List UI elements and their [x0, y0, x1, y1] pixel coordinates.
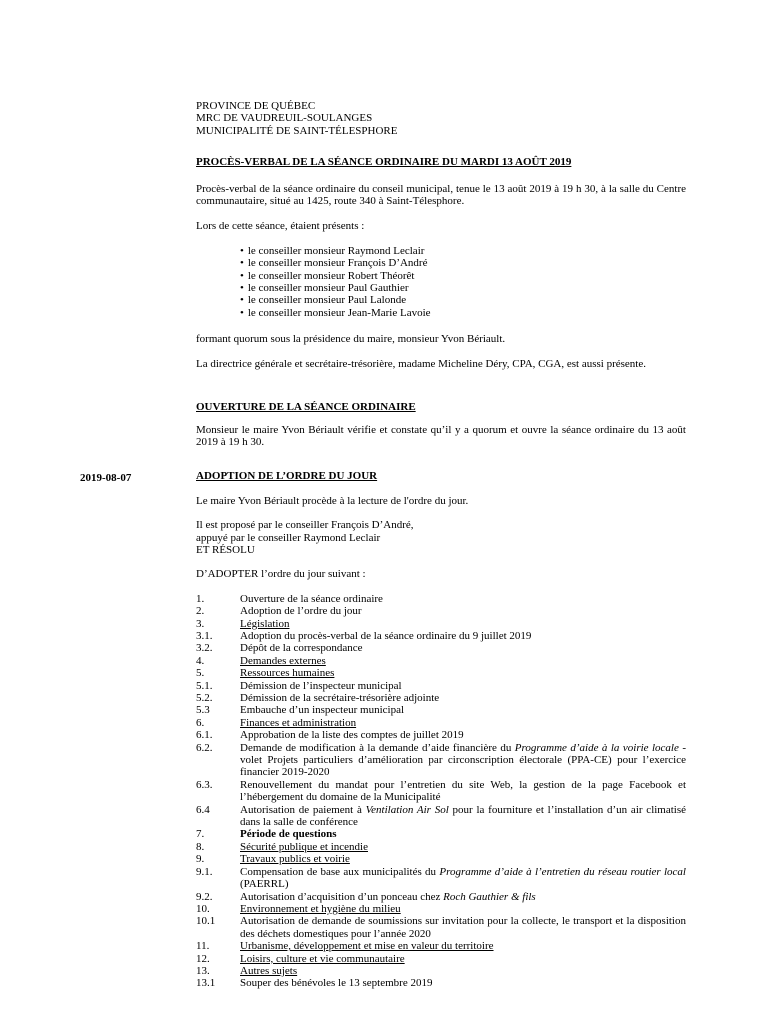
agenda-item-number: 6.3. — [196, 778, 213, 791]
agenda-item — [196, 866, 686, 891]
agenda-item-number: 8. — [196, 840, 205, 853]
agenda-item-number: 4. — [196, 654, 205, 667]
agenda-item — [196, 605, 686, 617]
agenda-item-number: 3. — [196, 617, 205, 630]
adoption-heading: ADOPTION DE L’ORDRE DU JOUR — [196, 470, 378, 483]
attendee-item: • le conseiller monsieur Robert Théorêt — [240, 270, 686, 282]
agenda-item-text-part: - volet Projets particuliers d’amélioration par circonscription électorale (PPA-CE) pour l’exercice financier 2019-2020 — [240, 741, 686, 779]
agenda-item-text: Loisirs, culture et vie communautaire — [240, 952, 405, 965]
agenda-item — [196, 742, 686, 779]
agenda-item-number: 1. — [196, 592, 205, 605]
seconded-by: appuyé par le conseiller Raymond Leclair — [196, 531, 381, 544]
document-body — [196, 100, 686, 990]
agenda-item — [196, 593, 686, 605]
agenda-item-text — [240, 891, 686, 903]
agenda-item-number: 6.2. — [196, 741, 213, 754]
agenda-item-number: 5.3 — [196, 704, 210, 717]
proposed-by: Il est proposé par le conseiller François D’André, — [196, 519, 414, 532]
agenda-item-text: Demandes externes — [240, 654, 326, 667]
opening-heading: OUVERTURE DE LA SÉANCE ORDINAIRE — [196, 401, 416, 414]
agenda-item-number: 12. — [196, 952, 210, 965]
header-mrc: MRC DE VAUDREUIL-SOULANGES — [196, 112, 373, 125]
agenda-item — [196, 655, 686, 667]
agenda-item-text: Ressources humaines — [240, 667, 335, 680]
agenda-item — [196, 965, 686, 977]
quorum-paragraph: formant quorum sous la présidence du maire, monsieur Yvon Bériault. — [196, 333, 506, 346]
attendee-item: • le conseiller monsieur Paul Gauthier — [240, 282, 686, 294]
agenda-item — [196, 903, 686, 915]
agenda-item — [196, 704, 686, 716]
agenda-item — [196, 828, 686, 840]
attendee-list — [240, 245, 686, 319]
agenda-item — [196, 729, 686, 741]
agenda-item-text: Ouverture de la séance ordinaire — [240, 592, 383, 605]
agenda-item-text: Approbation de la liste des comptes de juillet 2019 — [240, 729, 464, 742]
agenda-item-text — [240, 866, 686, 891]
agenda-item — [196, 642, 686, 654]
agenda-item-text: Période de questions — [240, 828, 337, 841]
agenda-item — [196, 940, 686, 952]
agenda-item-program-name: Ventilation Air Sol — [365, 803, 449, 816]
agenda-item-text: Renouvellement du mandat pour l’entretien du site Web, la gestion de la page Facebook et l’hébergement du domaine de la Municipalité — [240, 778, 686, 804]
agenda-item-program-name: Programme d’aide à l’entretien du réseau routier local — [439, 865, 686, 878]
agenda-item-text — [240, 804, 686, 829]
present-intro: Lors de cette séance, étaient présents : — [196, 220, 365, 233]
agenda-item-number: 5. — [196, 667, 205, 680]
agenda-item-text: Souper des bénévoles le 13 septembre 2019 — [240, 977, 433, 990]
header-block — [196, 100, 686, 137]
agenda-item-text: Dépôt de la correspondance — [240, 642, 363, 655]
agenda-item — [196, 804, 686, 829]
agenda-item-program-name: Programme d’aide à la voirie locale — [514, 741, 679, 754]
adoption-text: Le maire Yvon Bériault procède à la lecture de l'ordre du jour. — [196, 494, 469, 507]
agenda-item-number: 6.1. — [196, 729, 213, 742]
agenda-item-number: 9.2. — [196, 890, 213, 903]
agenda-item-text: Adoption de l’ordre du jour — [240, 605, 362, 618]
agenda-item-text-part: Compensation de base aux municipalités du — [240, 865, 440, 878]
agenda-item — [196, 692, 686, 704]
agenda-item-text: Autres sujets — [240, 964, 298, 977]
agenda-item-number: 9.1. — [196, 865, 213, 878]
agenda-item-number: 6. — [196, 716, 205, 729]
agenda-item-text: Démission de l’inspecteur municipal — [240, 679, 402, 692]
agenda-item-number: 11. — [196, 940, 210, 953]
agenda-item — [196, 717, 686, 729]
agenda-item-number: 13. — [196, 964, 210, 977]
agenda-item-number: 7. — [196, 828, 205, 841]
agenda-item-text-part: (PAERRL) — [240, 878, 289, 891]
agenda-item — [196, 953, 686, 965]
agenda-item-text-part: Autorisation de paiement à — [240, 803, 366, 816]
attendee-item: • le conseiller monsieur Raymond Leclair — [240, 245, 686, 257]
director-paragraph: La directrice générale et secrétaire-trésorière, madame Micheline Déry, CPA, CGA, est aussi présente. — [196, 357, 646, 370]
agenda-item-number: 10. — [196, 902, 210, 915]
agenda-item-number: 2. — [196, 605, 205, 618]
intro-paragraph: Procès-verbal de la séance ordinaire du conseil municipal, tenue le 13 août 2019 à 19 h 30, à la salle du Centre communautaire, situé au 1425, route 340 à Saint-Télesphore. — [196, 182, 686, 208]
agenda-item-text-part: Autorisation d’acquisition d’un ponceau chez — [240, 890, 444, 903]
agenda-item-number: 5.2. — [196, 692, 213, 704]
agenda-item-text: Démission de la secrétaire-trésorière adjointe — [240, 692, 440, 704]
agenda-item-number: 6.4 — [196, 803, 210, 816]
agenda-item-number: 13.1 — [196, 977, 216, 990]
agenda-item-text: Législation — [240, 617, 290, 630]
agenda-item-text: Environnement et hygiène du milieu — [240, 902, 401, 915]
resolved: ET RÉSOLU — [196, 543, 255, 556]
attendee-item: • le conseiller monsieur François D’André — [240, 257, 686, 269]
opening-paragraph: Monsieur le maire Yvon Bériault vérifie et constate qu’il y a quorum et ouvre la séance ordinaire du 13 août 2019 à 19 h 30. — [196, 423, 686, 448]
agenda-item-text-part: Demande de modification à la demande d’aide financière du — [240, 741, 515, 754]
resolution-number: 2019-08-07 — [80, 472, 132, 484]
agenda-item-number: 10.1 — [196, 915, 216, 928]
agenda-item-text: Sécurité publique et incendie — [240, 840, 368, 853]
agenda-item-text: Embauche d’un inspecteur municipal — [240, 704, 405, 717]
agenda-item — [196, 891, 686, 903]
attendee-item: • le conseiller monsieur Paul Lalonde — [240, 294, 686, 306]
agenda-item — [196, 977, 686, 989]
agenda-item-text: Travaux publics et voirie — [240, 853, 350, 866]
agenda-item — [196, 680, 686, 692]
header-province: PROVINCE DE QUÉBEC — [196, 100, 316, 112]
agenda-item — [196, 915, 686, 940]
agenda-item — [196, 630, 686, 642]
agenda-item-text-part: pour la fourniture et l’installation d’un air climatisé dans la salle de conférence — [240, 803, 687, 829]
agenda-item — [196, 853, 686, 865]
agenda-item — [196, 779, 686, 804]
agenda-item-text: Adoption du procès-verbal de la séance ordinaire du 9 juillet 2019 — [240, 629, 532, 642]
attendee-item: • le conseiller monsieur Jean-Marie Lavoie — [240, 307, 686, 319]
agenda-item-number: 3.2. — [196, 642, 213, 655]
agenda-item — [196, 618, 686, 630]
agenda-item — [196, 667, 686, 679]
agenda-item-text: Autorisation de demande de soumissions sur invitation pour la collecte, le transport et la disposition des déchets domestiques pour l’année 2020 — [240, 915, 686, 940]
adopt-agenda-text: D’ADOPTER l’ordre du jour suivant : — [196, 568, 366, 581]
agenda-item-text — [240, 742, 686, 779]
agenda-item-text: Finances et administration — [240, 716, 357, 729]
agenda-item-number: 3.1. — [196, 629, 213, 642]
agenda-item-number: 5.1. — [196, 679, 213, 692]
agenda-item — [196, 841, 686, 853]
agenda-list — [196, 593, 686, 990]
agenda-item-number: 9. — [196, 853, 205, 866]
document-title: PROCÈS-VERBAL DE LA SÉANCE ORDINAIRE DU MARDI 13 AOÛT 2019 — [196, 156, 572, 169]
agenda-item-text: Urbanisme, développement et mise en valeur du territoire — [240, 940, 494, 953]
agenda-item-program-name: Roch Gauthier & fils — [443, 890, 536, 903]
header-municipality: MUNICIPALITÉ DE SAINT-TÉLESPHORE — [196, 124, 398, 137]
